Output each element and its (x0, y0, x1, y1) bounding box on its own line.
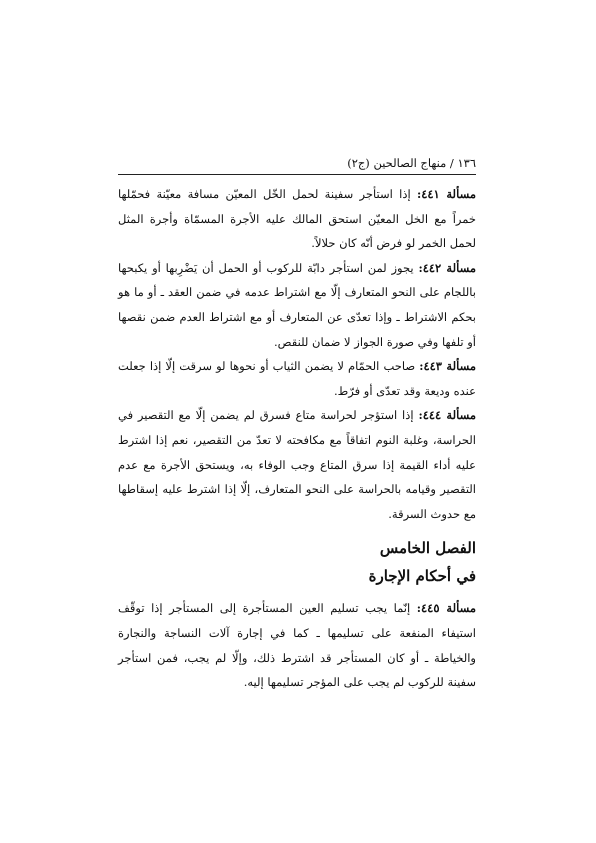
issue-445 (118, 596, 476, 694)
page-body (118, 182, 476, 695)
issue-label: مسألة ٤٤٣: (419, 359, 476, 374)
issue-444 (118, 403, 476, 526)
issue-text: صاحب الحمّام لا يضمن الثياب أو نحوها لو سرقت إلّا إذا جعلت عنده وديعة وقد تعدّى أو فرّط. (118, 359, 476, 398)
issue-label: مسألة ٤٤٢: (418, 260, 477, 275)
chapter-title: الفصل الخامس (379, 539, 476, 558)
running-header: ١٣٦ / منهاج الصالحين (ج٢) (118, 156, 476, 175)
issue-text: إنّما يجب تسليم العين المستأجرة إلى المستأجر إذا توقّف استيفاء المنفعة على تسليمها ـ كما في إجارة آلات النساجة والنجارة والخياطة ـ أو كان المستأجر قد اشترط ذلك، وإلّا لم يجب، فمن استأجر سفينة للركوب لم يجب على المؤجر تسليمها إليه. (118, 601, 476, 690)
chapter-subtitle: في أحكام الإجارة (368, 567, 476, 586)
issue-text: يجوز لمن استأجر دابّة للركوب أو الحمل أن يَضْرِبها أو يكبحها باللجام على النحو المتعارف إلّا مع اشتراط عدمه في ضمن العقد ـ أو ما هو بحكم الاشتراط ـ وإذا تعدّى عن المتعارف أو مع اشتراط العدم ضمن نقصها أو تلفها وفي صورة الجواز لا ضمان للنقص. (118, 260, 476, 349)
issue-442 (118, 256, 476, 354)
issue-text: إذا استؤجر لحراسة متاع فسرق لم يضمن إلّا مع التقصير في الحراسة، وغلبة النوم اتفاقاً مع مكافحته لا تعدّ من التقصير، نعم إذا اشترط عليه أداء القيمة إذا سرق المتاع وجب الوفاء به، ويستحق الأجرة مع عدم التقصير وقيامه بالحراسة على النحو المتعارف، إلّا إذا اشترط عليه إسقاطها مع حدوث السرقة. (118, 408, 476, 521)
issue-label: مسألة ٤٤٤: (418, 408, 477, 423)
issue-text: إذا استأجر سفينة لحمل الخّل المعيّن مسافة معيّنة فحمّلها خمراً مع الخل المعيّن استحق المالك عليه الأجرة المسمّاة وأجرة المثل لحمل الخمر لو فرض أنّه كان حلالاً. (118, 187, 476, 251)
issue-label: مسألة ٤٤١: (416, 187, 476, 201)
issue-443 (118, 354, 476, 403)
issue-label: مسألة ٤٤٥: (416, 601, 476, 616)
issue-441 (118, 182, 476, 256)
